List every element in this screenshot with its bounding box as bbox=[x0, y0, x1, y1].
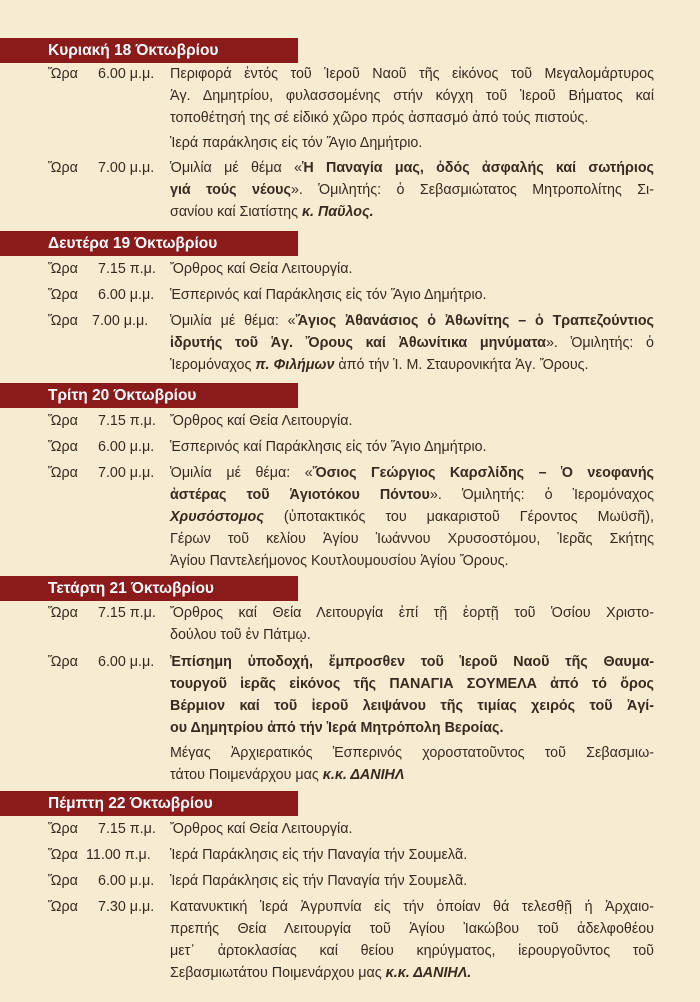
event-text-line: ἱδρυτής τοῦ Ἁγ. Ὄρους καί Ἀθωνίτικα μηνύματα». Ὁμιλητής: ὁ bbox=[170, 335, 654, 351]
event-text-line: ἀστέρας τοῦ Ἁγιοτόκου Πόντου». Ὁμιλητής: ὁ Ἱερομόναχος bbox=[170, 487, 654, 503]
event-time: 7.00 μ.μ. bbox=[92, 313, 149, 329]
event-time: 6.00 μ.μ. bbox=[98, 654, 155, 670]
event-label: Ὥρα bbox=[48, 654, 78, 670]
event-time: 6.00 μ.μ. bbox=[98, 439, 155, 455]
event-text-line: γιά τούς νέους». Ὁμιλητής: ὁ Σεβασμιώτατος Μητροπολίτης Σι- bbox=[170, 182, 654, 198]
event-text-line: Κατανυκτική Ἱερά Ἀγρυπνία εἰς τήν ὁποίαν θά τελεσθῇ ἡ Ἀρχαιο- bbox=[170, 899, 654, 915]
day-header-wednesday: Τετάρτη 21 Όκτωβρίου bbox=[0, 576, 298, 601]
event-label: Ὥρα bbox=[48, 261, 78, 277]
event-text-line: Ἑσπερινός καί Παράκλησις εἰς τόν Ἅγιο Δημήτριο. bbox=[170, 439, 487, 455]
event-text-line: Ἁγ. Δημητρίου, φυλασσομένης στήν κόγχη τοῦ Ἱεροῦ Βήματος καί bbox=[170, 88, 654, 104]
event-time: 7.15 π.μ. bbox=[98, 605, 156, 621]
event-text-line: τουργοῦ ἱερᾶς εἰκόνος τῆς ΠΑΝΑΓΙΑ ΣΟΥΜΕΛΑ ἀπό τό ὄρος bbox=[170, 676, 654, 692]
event-time: 6.00 μ.μ. bbox=[98, 66, 155, 82]
event-extra-line: Ἱερά παράκλησις εἰς τόν Ἅγιο Δημήτριο. bbox=[170, 135, 423, 151]
event-time: 7.30 μ.μ. bbox=[98, 899, 155, 915]
event-text-line: Ἑσπερινός καί Παράκλησις εἰς τόν Ἅγιο Δημήτριο. bbox=[170, 287, 487, 303]
event-time: 11.00 π.μ. bbox=[86, 847, 151, 863]
event-time: 7.15 π.μ. bbox=[98, 413, 156, 429]
event-text-line: ου Δημητρίου ἀπό τήν Ἱερά Μητρόπολη Βεροίας. bbox=[170, 720, 504, 736]
event-text-line: Περιφορά ἐντός τοῦ Ἱεροῦ Ναοῦ τῆς εἰκόνος τοῦ Μεγαλομάρτυρος bbox=[170, 66, 654, 82]
event-text-line: Ἁγίου Παντελεήμονος Κουτλουμουσίου Ἁγίου Ὄρους. bbox=[170, 553, 509, 569]
event-text-line: Γέρων τοῦ κελίου Ἁγίου Ἰωάννου Χρυσοστόμου, Ἱερᾶς Σκήτης bbox=[170, 531, 654, 547]
event-label: Ὥρα bbox=[48, 287, 78, 303]
event-label: Ὥρα bbox=[48, 847, 78, 863]
event-text-line: Ἐπίσημη ὑποδοχή, ἔμπροσθεν τοῦ Ἱεροῦ Ναοῦ τῆς Θαυμα- bbox=[170, 654, 654, 670]
event-text-line: Ἱερά Παράκλησις εἰς τήν Παναγία τήν Σουμελᾶ. bbox=[170, 847, 468, 863]
event-label: Ὥρα bbox=[48, 465, 78, 481]
event-time: 6.00 μ.μ. bbox=[98, 287, 155, 303]
event-label: Ὥρα bbox=[48, 413, 78, 429]
event-time: 6.00 μ.μ. bbox=[98, 873, 155, 889]
event-label: Ὥρα bbox=[48, 605, 78, 621]
event-text-line: σανίου καί Σιατίστης κ. Παῦλος. bbox=[170, 204, 374, 220]
event-text-line: Ὁμιλία μέ θέμα: «Ἅγιος Ἀθανάσιος ὁ Ἀθωνίτης – ὁ Τραπεζούντιος bbox=[170, 313, 654, 329]
event-text-line: δούλου τοῦ ἐν Πάτμῳ. bbox=[170, 627, 311, 643]
event-extra-line: τάτου Ποιμενάρχου μας κ.κ. ΔΑΝΙΗΛ bbox=[170, 767, 405, 783]
event-text-line: Ὄρθρος καί Θεία Λειτουργία. bbox=[170, 413, 353, 429]
day-header-sunday: Κυριακή 18 Όκτωβρίου bbox=[0, 38, 298, 63]
event-text-line: Ὁμιλία μέ θέμα «Ἡ Παναγία μας, ὁδός ἀσφαλής καί σωτήριος bbox=[170, 160, 654, 176]
event-text-line: μετ᾽ ἀρτοκλασίας καί θείου κηρύγματος, ἱερουργοῦντος τοῦ bbox=[170, 943, 654, 959]
event-label: Ὥρα bbox=[48, 899, 78, 915]
event-time: 7.15 π.μ. bbox=[98, 821, 156, 837]
event-text-line: Βέρμιον καί τοῦ ἱεροῦ λειψάνου τῆς τιμίας χειρός τοῦ Ἁγί- bbox=[170, 698, 654, 714]
event-label: Ὥρα bbox=[48, 160, 78, 176]
day-header-tuesday: Τρίτη 20 Όκτωβρίου bbox=[0, 383, 298, 408]
day-header-thursday: Πέμπτη 22 Όκτωβρίου bbox=[0, 791, 298, 816]
event-text-line: Ὄρθρος καί Θεία Λειτουργία. bbox=[170, 821, 353, 837]
event-label: Ὥρα bbox=[48, 313, 78, 329]
event-text-line: Χρυσόστομος (ὑποτακτικός του μακαριστοῦ Γέροντος Μωϋσῆ), bbox=[170, 509, 654, 525]
event-label: Ὥρα bbox=[48, 821, 78, 837]
event-text-line: Ὄρθρος καί Θεία Λειτουργία ἐπί τῇ ἑορτῇ τοῦ Ὁσίου Χριστο- bbox=[170, 605, 654, 621]
event-time: 7.15 π.μ. bbox=[98, 261, 156, 277]
event-text-line: Ὁμιλία μέ θέμα: «Ὅσιος Γεώργιος Καρσλίδης – Ὁ νεοφανής bbox=[170, 465, 654, 481]
event-label: Ὥρα bbox=[48, 439, 78, 455]
event-label: Ὥρα bbox=[48, 66, 78, 82]
event-text-line: πρεπής Θεία Λειτουργία τοῦ Ἁγίου Ἰακώβου τοῦ ἀδελφοθέου bbox=[170, 921, 654, 937]
event-text-line: Ἱερομόναχος π. Φιλήμων ἀπό τήν Ἱ. Μ. Σταυρονικήτα Ἁγ. Ὄρους. bbox=[170, 357, 589, 373]
event-time: 7.00 μ.μ. bbox=[98, 465, 155, 481]
event-text-line: Σεβασμιωτάτου Ποιμενάρχου μας κ.κ. ΔΑΝΙΗΛ. bbox=[170, 965, 472, 981]
event-text-line: τοποθέτησή της σέ εἰδικό χῶρο πρός ἀσπασμό ἀπό τούς πιστούς. bbox=[170, 110, 589, 126]
event-time: 7.00 μ.μ. bbox=[98, 160, 155, 176]
event-text-line: Ὄρθρος καί Θεία Λειτουργία. bbox=[170, 261, 353, 277]
event-extra-line: Μέγας Ἀρχιερατικός Ἑσπερινός χοροστατοῦντος τοῦ Σεβασμιω- bbox=[170, 745, 654, 761]
event-text-line: Ἱερά Παράκλησις εἰς τήν Παναγία τήν Σουμελᾶ. bbox=[170, 873, 468, 889]
day-header-monday: Δευτέρα 19 Όκτωβρίου bbox=[0, 231, 298, 256]
event-label: Ὥρα bbox=[48, 873, 78, 889]
